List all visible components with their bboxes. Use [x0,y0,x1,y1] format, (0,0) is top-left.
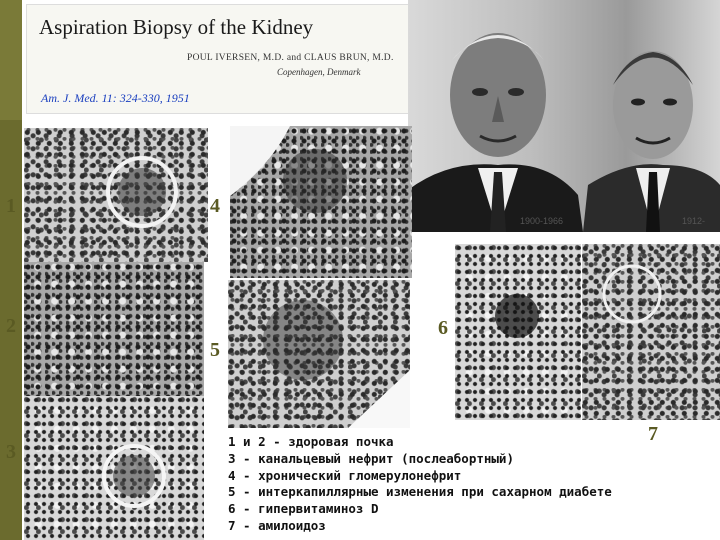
tissue-overlay [582,244,720,420]
micrograph-6 [455,244,581,420]
article-citation: Am. J. Med. 11: 324-330, 1951 [41,91,190,105]
photo-year-left: 1900-1966 [520,216,564,226]
left-accent-bar-top [0,0,22,120]
micrograph-5 [228,280,410,428]
photo-year-right: 1912- [682,216,706,226]
micrograph-3 [24,396,204,540]
panel-number-3: 3 [6,441,16,463]
legend-item: 5 - интеркапиллярные изменения при сахарном диабете [228,484,612,500]
article-authors: POUL IVERSEN, M.D. and CLAUS BRUN, M.D. [187,53,394,63]
legend-item: 4 - хронический гломерулонефрит [228,467,462,483]
micrograph-4 [230,126,412,278]
article-header [26,4,410,114]
article-title: Aspiration Biopsy of the Kidney [39,15,314,39]
tissue-overlay [455,244,581,420]
legend-item: 6 - гипервитаминоз D [228,501,379,517]
micrograph-2 [24,262,204,396]
panel-number-7: 7 [648,423,658,445]
panel-number-5: 5 [210,339,220,361]
legend-item: 1 и 2 - здоровая почка [228,434,394,449]
legend-item: 7 - амилоидоз [228,517,326,533]
panel-number-2: 2 [6,315,16,337]
micrograph-7 [582,244,720,420]
article-location: Copenhagen, Denmark [277,67,361,77]
figure-legend [228,434,612,535]
glomerulus-illustration [24,128,208,262]
glomerulus-illustration [24,396,204,540]
authors-photo [408,0,720,232]
micrograph-1 [24,128,208,262]
panel-number-1: 1 [6,195,16,217]
legend-item: 3 - канальцевый нефрит (послеабортный) [228,450,514,466]
authors-photo-illustration [408,0,720,232]
panel-number-6: 6 [438,317,448,339]
tissue-overlay [228,280,410,428]
panel-number-4: 4 [210,195,220,217]
tissue-overlay [230,126,412,278]
